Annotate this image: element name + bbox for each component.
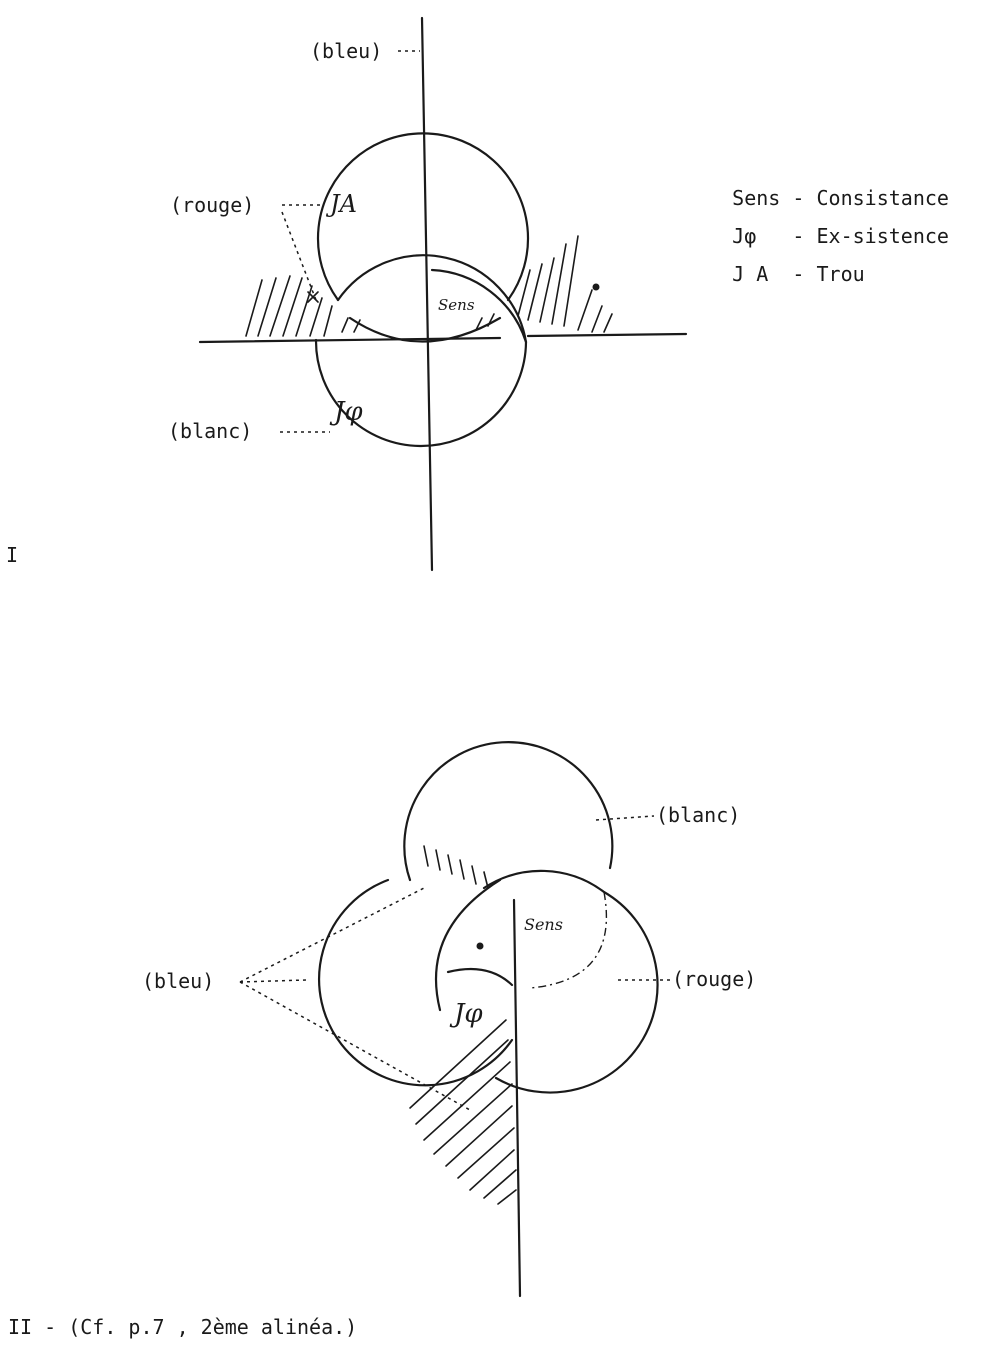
fig1-rouge-cross — [308, 292, 318, 302]
figure-2 — [8, 742, 756, 1339]
fig1-horizontal-line-right — [528, 334, 686, 336]
fig2-jphi-arc — [448, 969, 512, 985]
fig2-vertical-line — [514, 900, 520, 1296]
fig2-rouge-circle — [484, 871, 658, 1093]
legend-meaning: Trou — [816, 262, 865, 286]
fig2-label-jphi: Jφ — [454, 999, 483, 1029]
fig1-label-rouge: (rouge) — [170, 193, 255, 217]
fig1-label-jphi: Jφ — [334, 397, 363, 427]
fig1-label-bleu: (bleu) — [310, 39, 383, 63]
fig2-hatching-top — [424, 846, 488, 888]
fig2-caption: II - (Cf. p.7 , 2ème alinéa.) — [8, 1315, 358, 1339]
legend-meaning: Consistance — [816, 186, 949, 210]
fig2-bleu-circle — [319, 880, 512, 1085]
legend-sep: - — [792, 224, 805, 248]
legend-term: J A — [732, 262, 769, 286]
legend-sep: - — [792, 186, 805, 210]
legend-row-ja — [684, 238, 865, 310]
legend-sep: - — [792, 262, 805, 286]
fig1-horizontal-line-left — [200, 338, 500, 342]
fig1-label-blanc: (blanc) — [168, 419, 253, 443]
fig2-hatching-bottom — [410, 1020, 516, 1204]
fig2-label-sens: Sens — [524, 915, 563, 934]
legend-meaning: Ex-sistence — [816, 224, 949, 248]
legend-term: Jφ — [732, 224, 757, 248]
fig1-vertical-line — [422, 18, 432, 570]
fig2-label-blanc: (blanc) — [656, 803, 741, 827]
figure-1 — [6, 18, 686, 570]
fig2-label-bleu: (bleu) — [142, 969, 215, 993]
fig2-rouge-dashdot — [530, 892, 606, 988]
fig2-leader-blanc — [596, 816, 654, 820]
fig1-hatching-left — [246, 276, 360, 336]
legend-term: Sens — [732, 186, 781, 210]
fig2-inner-curve — [436, 880, 500, 1010]
fig1-dot — [593, 284, 600, 291]
fig2-leaders-bleu — [240, 888, 470, 1110]
fig2-dot — [477, 943, 484, 950]
fig1-number: I — [6, 543, 19, 567]
fig2-blanc-circle — [404, 742, 612, 880]
fig1-label-sens: Sens — [438, 296, 475, 314]
fig1-label-ja: JA — [330, 190, 357, 218]
fig2-label-rouge: (rouge) — [672, 967, 757, 991]
